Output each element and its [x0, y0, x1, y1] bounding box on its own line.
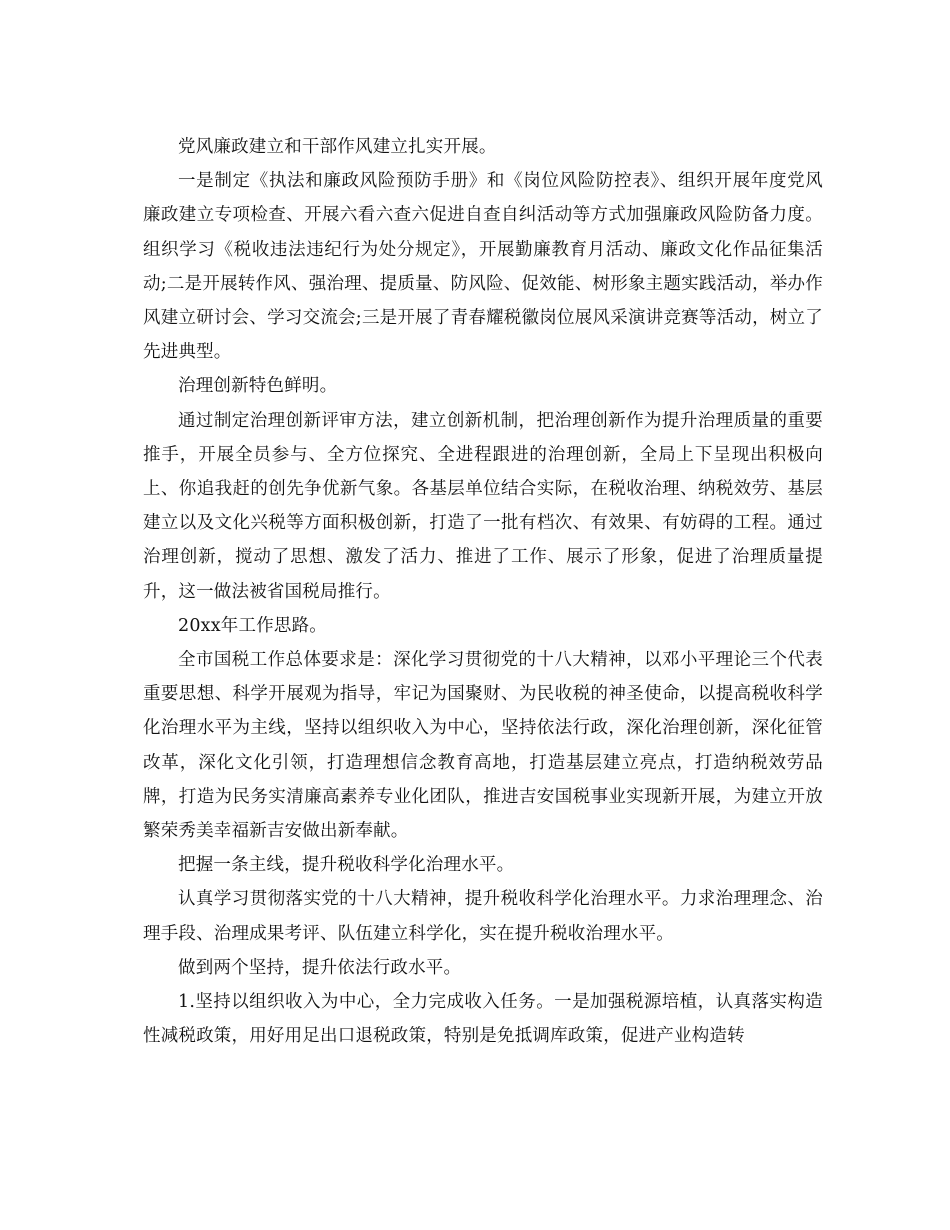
paragraph-party-conduct-detail: 一是制定《执法和廉政风险预防手册》和《岗位风险防控表》、组织开展年度党风廉政建立专项检查、开展六看六查六促进自查自纠活动等方式加强廉政风险防备力度。组织学习《税收违法违纪行为处分规定》，开展勤廉教育月活动、廉政文化作品征集活动;二是开展转作风、强治理、提质量、防风险、促效能、树形象主题实践活动，举办作风建立研讨会、学习交流会;三是开展了青春耀税徽岗位展风采演讲竞赛等活动，树立了先进典型。 — [143, 171, 823, 363]
paragraph-innovation-detail: 通过制定治理创新评审方法，建立创新机制，把治理创新作为提升治理质量的重要推手，开展全员参与、全方位探究、全进程跟进的治理创新，全局上下呈现出积极向上、你追我赶的创先争优新气象。各基层单位结合实际，在税收治理、纳税效劳、基层建立以及文化兴税等方面积极创新，打造了一批有档次、有效果、有妨碍的工程。通过治理创新，搅动了思想、激发了活力、推进了工作、展示了形象，促进了治理质量提升，这一做法被省国税局推行。 — [143, 410, 823, 602]
paragraph-revenue-task: 1.坚持以组织收入为中心，全力完成收入任务。一是加强税源培植，认真落实构造性减税政策，用好用足出口退税政策，特别是免抵调库政策，促进产业构造转 — [143, 992, 823, 1047]
paragraph-work-plan-detail: 全市国税工作总体要求是：深化学习贯彻党的十八大精神，以邓小平理论三个代表重要思想、科学开展观为指导，牢记为国聚财、为民收税的神圣使命，以提高税收科学化治理水平为主线，坚持以组织收入为中心，坚持依法行政，深化治理创新，深化征管改革，深化文化引领，打造理想信念教育高地，打造基层建立亮点，打造纳税效劳品牌，打造为民务实清廉高素养专业化团队，推进吉安国税事业实现新开展，为建立开放繁荣秀美幸福新吉安做出新奉献。 — [143, 650, 823, 842]
paragraph-two-adherence-heading: 做到两个坚持，提升依法行政水平。 — [178, 957, 462, 978]
paragraph-work-plan-heading: 20xx年工作思路。 — [178, 615, 328, 636]
paragraph-main-line-heading: 把握一条主线，提升税收科学化治理水平。 — [178, 855, 515, 876]
paragraph-innovation-heading: 治理创新特色鲜明。 — [178, 376, 338, 397]
paragraph-main-line-detail: 认真学习贯彻落实党的十八大精神，提升税收科学化治理水平。力求治理理念、治理手段、治理成果考评、队伍建立科学化，实在提升税收治理水平。 — [143, 889, 823, 944]
paragraph-party-conduct-heading: 党风廉政建立和干部作风建立扎实开展。 — [178, 137, 497, 157]
document-body — [143, 130, 823, 1053]
